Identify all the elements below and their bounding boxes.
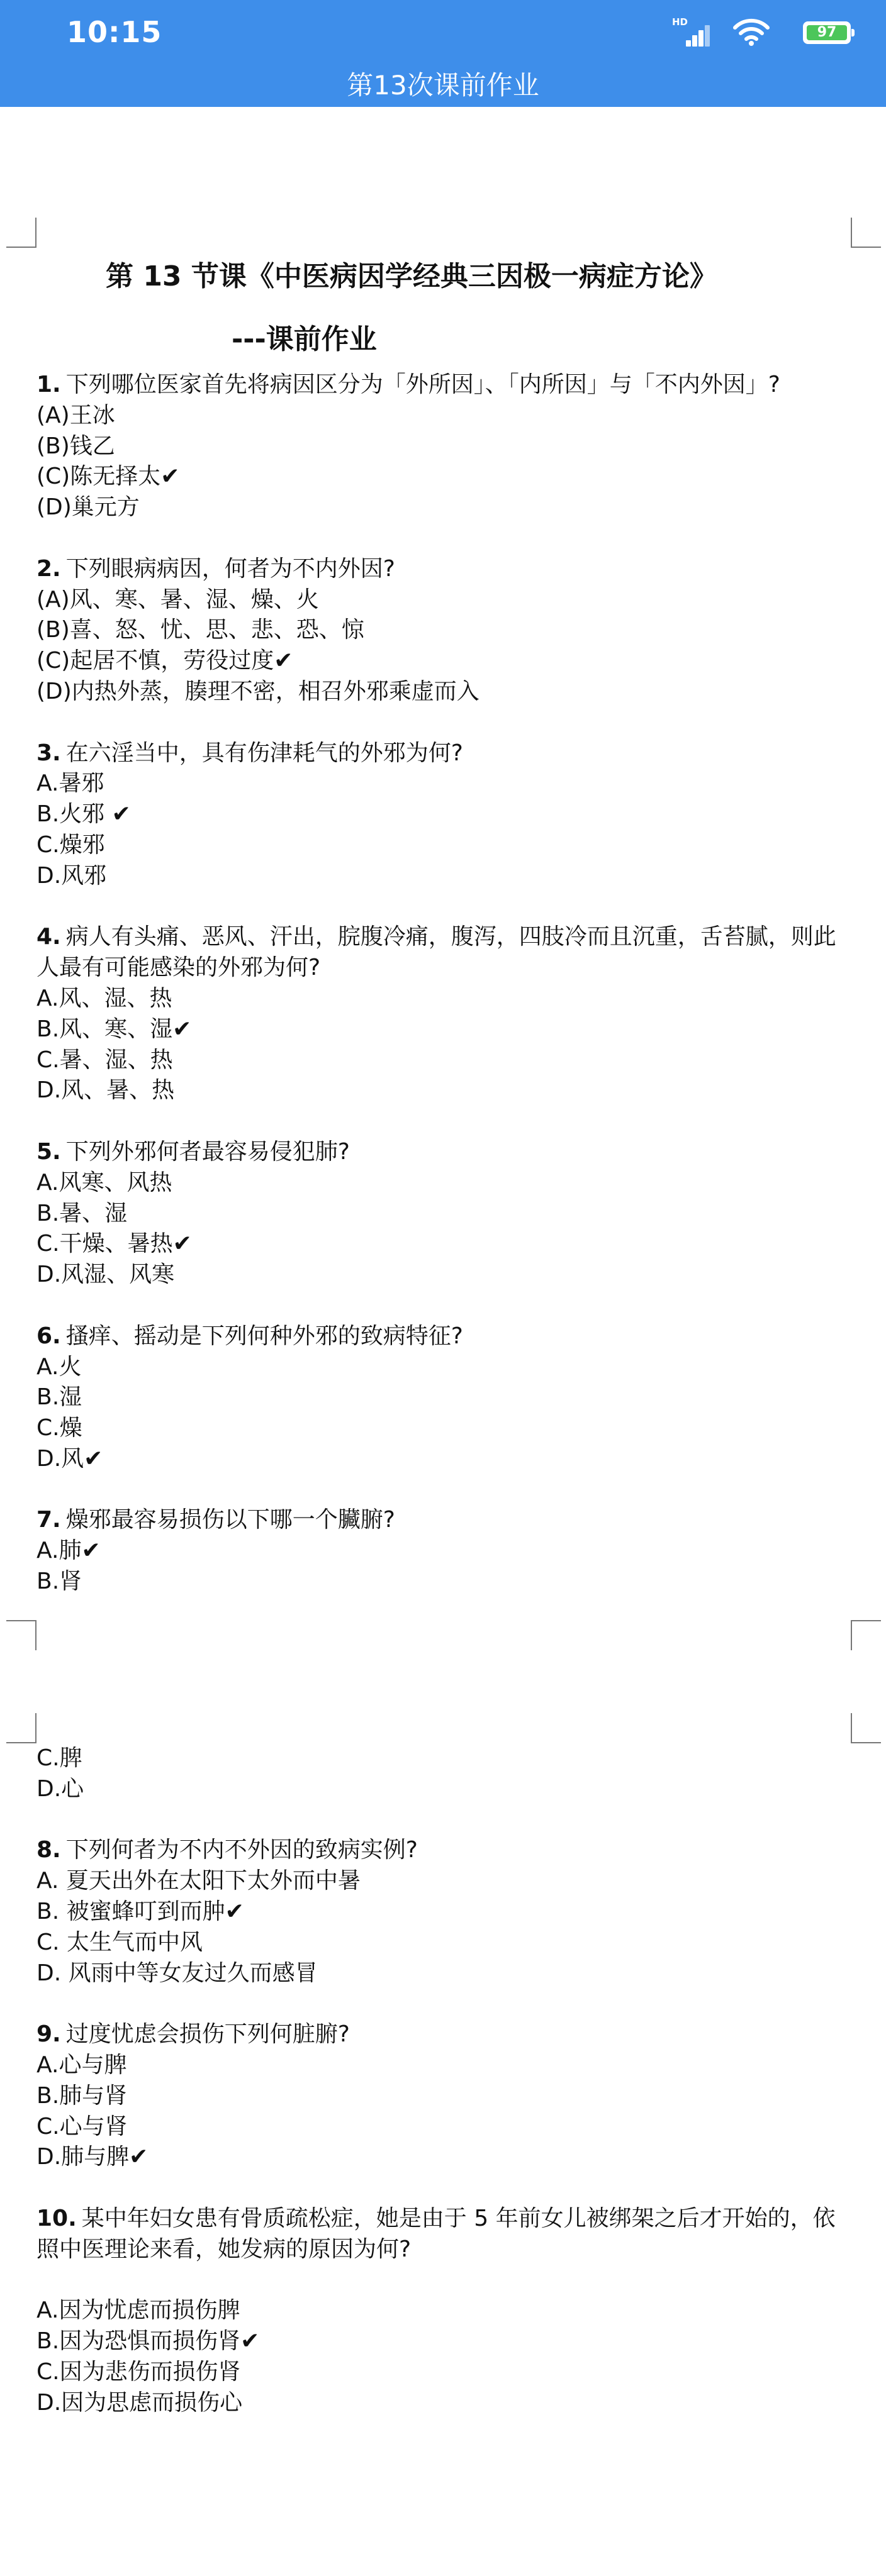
network-type-label: HD — [672, 16, 688, 28]
battery-level: 97 — [807, 25, 847, 40]
option-3a: A.暑邪 — [36, 770, 104, 797]
option-10a: A.因为忧虑而损伤脾 — [36, 2297, 240, 2324]
option-1a: (A)王冰 — [36, 402, 115, 428]
option-6b: B.湿 — [36, 1384, 82, 1411]
option-1b: (B)钱乙 — [36, 433, 115, 459]
questions-page-2 — [36, 1743, 855, 2419]
document-title: 第 13 节课《中医病因学经典三因极一病症方论》 — [106, 260, 717, 292]
option-7a: A.肺✔ — [36, 1538, 101, 1564]
question-text: 搔痒、摇动是下列何种外邪的致病特征? — [65, 1323, 463, 1349]
app-header — [0, 0, 886, 107]
question-8: 8. 下列何者为不内不外因的致病实例? — [36, 1837, 418, 1863]
page-corner-mark — [6, 1620, 36, 1650]
question-text: 下列眼病病因，何者为不内外因? — [65, 555, 395, 582]
option-7b: B.肾 — [36, 1568, 82, 1595]
questions-page-1 — [36, 370, 855, 1597]
option-4a: A.风、湿、热 — [36, 985, 172, 1011]
question-text: 下列哪位医家首先将病因区分为「外所因」、「内所因」与「不内外因」? — [65, 372, 780, 397]
option-5b: B.暑、湿 — [36, 1200, 128, 1226]
option-2a: (A)风、寒、暑、湿、燥、火 — [36, 586, 319, 613]
question-text: 某中年妇女患有骨质疏松症，她是由于 5 年前女儿被绑架之后才开始的，依照中医理论来看，她发病的原因为何? — [36, 2205, 836, 2262]
page-title: 第13次课前作业 — [347, 70, 539, 101]
question-6: 6. 搔痒、摇动是下列何种外邪的致病特征? — [36, 1323, 463, 1349]
status-time: 10:15 — [67, 15, 162, 49]
question-10: 10. 某中年妇女患有骨质疏松症，她是由于 5 年前女儿被绑架之后才开始的，依照中医理论来看，她发病的原因为何? — [36, 2205, 836, 2262]
page-corner-mark — [851, 1620, 881, 1650]
option-6d: D.风✔ — [36, 1445, 103, 1472]
page-corner-mark — [6, 218, 36, 248]
page-corner-mark — [851, 1713, 881, 1743]
wifi-icon — [732, 18, 770, 47]
option-2c: (C)起居不慎，劳役过度✔ — [36, 648, 293, 674]
option-8a: A. 夏天出外在太阳下太外而中暑 — [36, 1868, 361, 1894]
option-3c: C.燥邪 — [36, 831, 105, 858]
question-text: 燥邪最容易损伤以下哪一个臟腑? — [65, 1507, 395, 1533]
option-5d: D.风湿、风寒 — [36, 1262, 175, 1288]
question-5: 5. 下列外邪何者最容易侵犯肺? — [36, 1138, 350, 1165]
option-6a: A.火 — [36, 1353, 82, 1380]
option-1d: (D)巢元方 — [36, 494, 140, 521]
option-8c: C. 太生气而中风 — [36, 1929, 203, 1955]
question-text: 在六淫当中，具有伤津耗气的外邪为何? — [65, 740, 463, 766]
option-8b: B. 被蜜蜂叮到而肿✔ — [36, 1898, 244, 1924]
option-2b: (B)喜、怒、忧、思、悲、恐、惊 — [36, 617, 364, 643]
option-10d: D.因为思虑而损伤心 — [36, 2389, 243, 2416]
option-4c: C.暑、湿、热 — [36, 1046, 173, 1073]
option-9d: D.肺与脾✔ — [36, 2144, 149, 2170]
option-6c: C.燥 — [36, 1415, 82, 1441]
question-2: 2. 下列眼病病因，何者为不内外因? — [36, 555, 395, 582]
cellular-signal-icon — [672, 16, 709, 48]
option-2d: (D)内热外蒸，腠理不密，相召外邪乘虚而入 — [36, 678, 479, 704]
option-3d: D.风邪 — [36, 862, 107, 889]
option-9b: B.肺与肾 — [36, 2082, 128, 2109]
option-3b: B.火邪 ✔ — [36, 801, 131, 828]
page-corner-mark — [6, 1713, 36, 1743]
option-9c: C.心与肾 — [36, 2113, 128, 2140]
question-9: 9. 过度忧虑会损伤下列何脏腑? — [36, 2021, 350, 2048]
option-7c: C.脾 — [36, 1745, 82, 1771]
document-subtitle: ---课前作业 — [232, 323, 377, 355]
question-text: 下列外邪何者最容易侵犯肺? — [65, 1138, 350, 1165]
option-9a: A.心与脾 — [36, 2051, 127, 2078]
question-4: 4. 病人有头痛、恶风、汗出，脘腹冷痛，腹泻，四肢冷而且沉重，舌苔腻，则此人最有可能感染的外邪为何? — [36, 924, 836, 981]
question-text: 下列何者为不内不外因的致病实例? — [65, 1837, 418, 1863]
option-5c: C.干燥、暑热✔ — [36, 1231, 192, 1257]
option-4d: D.风、暑、热 — [36, 1077, 175, 1104]
question-7: 7. 燥邪最容易损伤以下哪一个臟腑? — [36, 1507, 395, 1533]
battery-icon — [803, 21, 851, 44]
page-corner-mark — [851, 218, 881, 248]
option-1c: (C)陈无择太✔ — [36, 464, 180, 490]
question-text: 病人有头痛、恶风、汗出，脘腹冷痛，腹泻，四肢冷而且沉重，舌苔腻，则此人最有可能感染的外邪为何? — [36, 924, 836, 981]
option-7d: D.心 — [36, 1775, 84, 1802]
question-1: 1. 下列哪位医家首先将病因区分为「外所因」、「内所因」与「不内外因」? — [36, 372, 780, 397]
option-10c: C.因为悲伤而损伤肾 — [36, 2358, 241, 2385]
question-3: 3. 在六淫当中，具有伤津耗气的外邪为何? — [36, 740, 463, 766]
option-4b: B.风、寒、湿✔ — [36, 1016, 192, 1042]
question-text: 过度忧虑会损伤下列何脏腑? — [65, 2021, 350, 2048]
option-8d: D. 风雨中等女友过久而感冒 — [36, 1960, 318, 1986]
option-10b: B.因为恐惧而损伤肾✔ — [36, 2328, 260, 2355]
option-5a: A.风寒、风热 — [36, 1169, 172, 1196]
